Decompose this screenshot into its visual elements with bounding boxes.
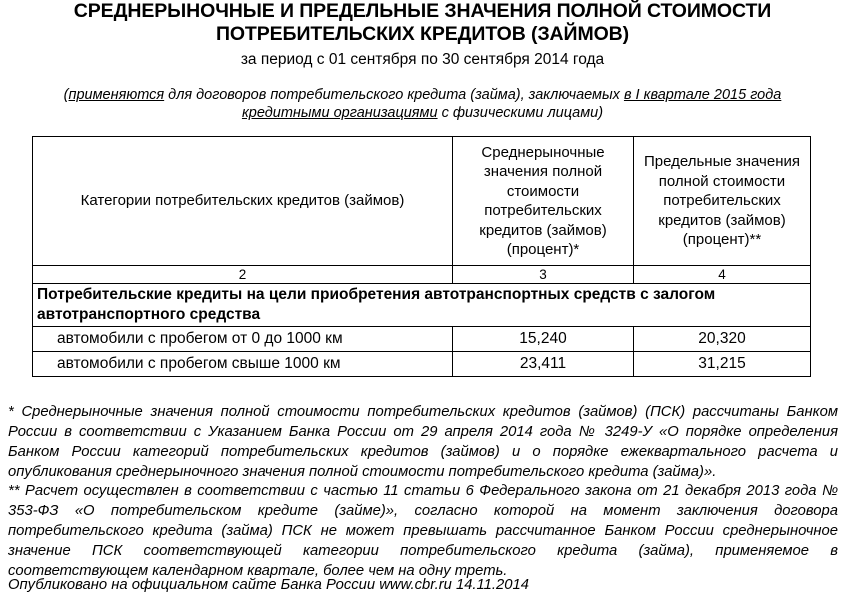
note-quarter: в I квартале 2015 года: [623, 87, 782, 103]
section-row: [33, 284, 811, 327]
header-average: Среднерыночные значения полной стоимости потребительских кредитов (займов) (процент)*: [453, 137, 634, 266]
footnote-star-2: ** Расчет осуществлен в соответствии с частью 11 статьи 6 Федерального закона от 21 декабря 2013 года № 353-ФЗ «О потребительском кредите (займе)», согласно которой на момент заключения договора потребительского кредита (займа) ПСК не может превышать рассчитанное Банком России среднерыночное значение ПСК соответствующей категории потребительского кредита (займа), применяемое в соответствующем календарном квартале, более чем на одну треть.: [8, 483, 838, 579]
table-header-row: [33, 137, 811, 266]
row-limit-value: 20,320: [634, 327, 811, 352]
note-apply-word: применяются: [68, 87, 165, 103]
note-text-a: для договоров потребительского кредита (займа), заключаемых: [164, 87, 624, 103]
note-text-b: с физическими лицами): [437, 105, 604, 121]
applicability-note: [0, 86, 845, 122]
page-title: [0, 0, 845, 46]
column-number-row: [33, 266, 811, 284]
row-limit-value: 31,215: [634, 352, 811, 377]
footnote-star-1: * Среднерыночные значения полной стоимости потребительских кредитов (займов) (ПСК) рассчитаны Банком России в соответствии с Указанием Банка России от 29 апреля 2014 года № 3249-У «О порядке определения Банком России категорий потребительских кредитов (займов) и о порядке ежеквартального расчета и опубликования среднерыночного значения полной стоимости потребительского кредита (займа)».: [8, 404, 838, 480]
note-line-1: [0, 86, 845, 104]
publication-note: Опубликовано на официальном сайте Банка России www.cbr.ru 14.11.2014: [8, 577, 529, 593]
column-number: 2: [33, 266, 453, 284]
table-row: [33, 352, 811, 377]
psk-table: [32, 136, 811, 377]
column-number: 4: [634, 266, 811, 284]
note-open-paren: (: [63, 87, 69, 103]
period-subtitle: за период с 01 сентября по 30 сентября 2014 года: [240, 51, 605, 68]
column-number: 3: [453, 266, 634, 284]
note-line-2: [0, 104, 845, 122]
table-row: [33, 327, 811, 352]
title-line-1: СРЕДНЕРЫНОЧНЫЕ И ПРЕДЕЛЬНЫЕ ЗНАЧЕНИЯ ПОЛНОЙ СТОИМОСТИ: [73, 0, 772, 22]
note-credit-orgs: кредитными организациями: [241, 105, 438, 121]
row-category: автомобили с пробегом свыше 1000 км: [33, 352, 453, 377]
row-average-value: 15,240: [453, 327, 634, 352]
title-line-2: ПОТРЕБИТЕЛЬСКИХ КРЕДИТОВ (ЗАЙМОВ): [215, 23, 630, 45]
section-title: Потребительские кредиты на цели приобретения автотранспортных средств с залогом автотранспортного средства: [33, 284, 811, 327]
row-average-value: 23,411: [453, 352, 634, 377]
header-limit: Предельные значения полной стоимости потребительских кредитов (займов) (процент)**: [634, 137, 811, 266]
header-category: Категории потребительских кредитов (займов): [33, 137, 453, 266]
row-category: автомобили с пробегом от 0 до 1000 км: [33, 327, 453, 352]
